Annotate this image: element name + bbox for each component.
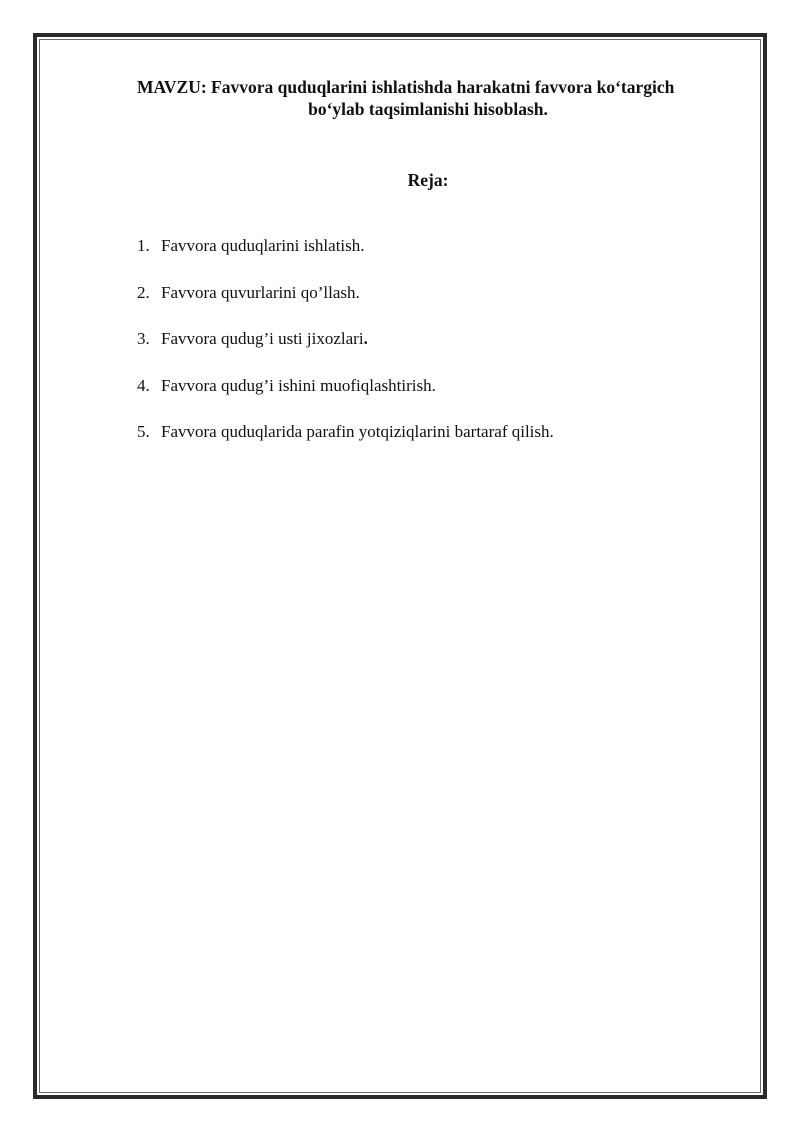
plan-item-text: Favvora qudug’i ishini muofiqlashtirish. [161,375,436,395]
plan-item-number: 2. [137,282,150,302]
plan-item-text: Favvora quduqlarini ishlatish. [161,236,365,255]
plan-item-2 [137,282,719,304]
plan-item-4 [137,375,719,397]
plan-item-text: Favvora quduqlarida parafin yotqiziqlarini bartaraf qilish. [161,422,554,441]
title-line-2: bo‘ylab taqsimlanishi hisoblash. [308,99,548,119]
plan-item-text: Favvora quvurlarini qo’llash. [161,282,360,302]
document-content [137,76,719,468]
title-line-1: MAVZU: Favvora quduqlarini ishlatishda harakatni favvora ko‘targich [137,77,675,97]
plan-item-number: 4. [137,375,150,395]
document-title [137,76,719,120]
plan-item-number: 5. [137,422,150,441]
plan-item-suffix: . [363,329,368,348]
plan-item-number: 1. [137,236,150,255]
plan-item-5 [137,421,719,443]
plan-list [137,235,719,443]
plan-item-1 [137,235,719,257]
plan-item-text: Favvora qudug’i usti jixozlari [161,329,364,348]
plan-item-3 [137,328,719,350]
plan-heading: Reja: [407,170,449,190]
plan-item-number: 3. [137,329,150,348]
